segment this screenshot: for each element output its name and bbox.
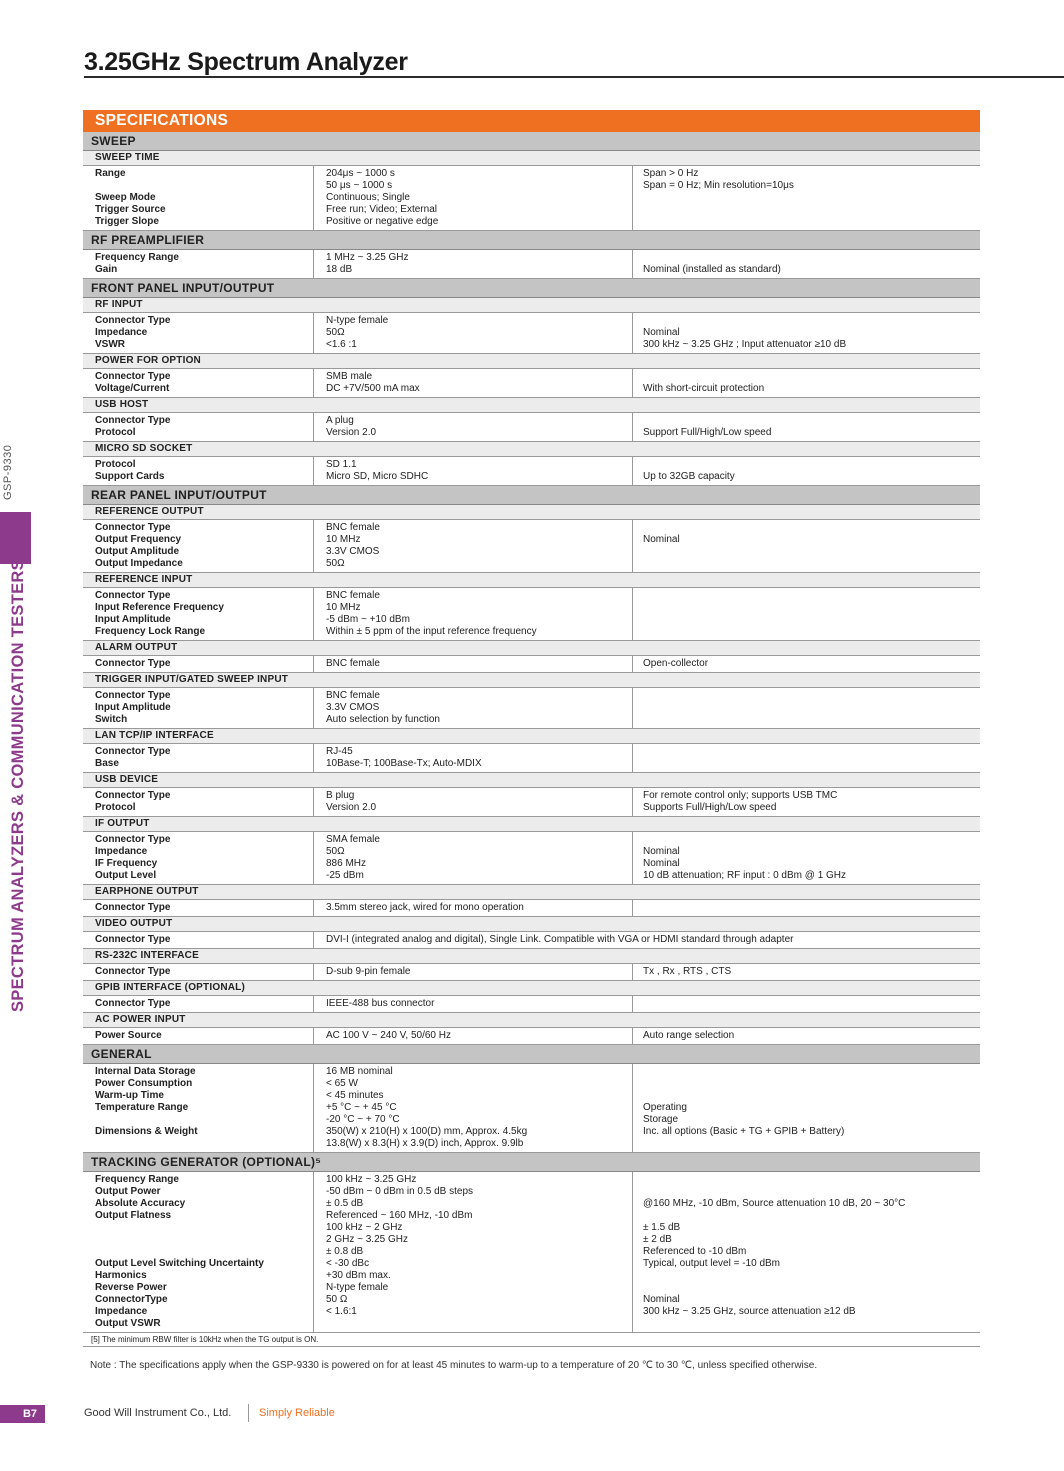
spec-remark bbox=[643, 252, 980, 264]
spec-remark bbox=[643, 415, 980, 427]
company-name: Good Will Instrument Co., Ltd. bbox=[84, 1407, 232, 1419]
spec-value-cell bbox=[313, 932, 980, 948]
spec-remark-cell bbox=[633, 900, 980, 916]
spec-parameter-cell bbox=[83, 964, 313, 980]
section-heading: FRONT PANEL INPUT/OUTPUT bbox=[83, 279, 980, 298]
spec-parameter: Reverse Power bbox=[95, 1282, 167, 1293]
spec-remark: Auto range selection bbox=[643, 1030, 735, 1041]
spec-remark-cell bbox=[633, 1172, 980, 1332]
spec-parameter: Connector Type bbox=[95, 790, 171, 801]
section-heading: RF PREAMPLIFIER bbox=[83, 231, 980, 250]
spec-remark bbox=[643, 204, 980, 216]
spec-row bbox=[83, 688, 980, 729]
spec-value: < -30 dBc bbox=[326, 1258, 370, 1269]
page-number: B7 bbox=[0, 1405, 45, 1423]
spec-value: SMB male bbox=[326, 371, 373, 382]
specifications-header: SPECIFICATIONS bbox=[83, 110, 980, 132]
subsection-heading: GPIB INTERFACE (OPTIONAL) bbox=[83, 981, 980, 996]
spec-value: -50 dBm ~ 0 dBm in 0.5 dB steps bbox=[326, 1186, 474, 1197]
spec-row bbox=[83, 457, 980, 486]
spec-parameter: Frequency Range bbox=[95, 1174, 179, 1185]
spec-value: -20 °C ~ + 70 °C bbox=[326, 1114, 400, 1125]
spec-row bbox=[83, 1064, 980, 1153]
spec-parameter: ConnectorType bbox=[95, 1294, 168, 1305]
spec-remark bbox=[643, 1138, 980, 1150]
spec-value: B plug bbox=[326, 790, 355, 801]
spec-parameter-cell bbox=[83, 900, 313, 916]
spec-parameter: Impedance bbox=[95, 846, 148, 857]
spec-parameter: Frequency Lock Range bbox=[95, 626, 206, 637]
spec-remark-cell bbox=[633, 166, 980, 230]
spec-remark-cell bbox=[633, 250, 980, 278]
section-heading: SWEEP bbox=[83, 132, 980, 151]
spec-value: AC 100 V ~ 240 V, 50/60 Hz bbox=[326, 1030, 451, 1041]
spec-remark bbox=[643, 1270, 980, 1282]
spec-parameter: Connector Type bbox=[95, 590, 171, 601]
spec-remark: 300 kHz ~ 3.25 GHz, source attenuation ≥12 dB bbox=[643, 1306, 856, 1317]
spec-value-cell bbox=[313, 900, 633, 916]
spec-remark: Nominal bbox=[643, 858, 680, 869]
spec-value-cell bbox=[313, 1064, 633, 1152]
spec-row bbox=[83, 656, 980, 673]
spec-value: SMA female bbox=[326, 834, 380, 845]
spec-remark-cell bbox=[633, 413, 980, 441]
section-heading: REAR PANEL INPUT/OUTPUT bbox=[83, 486, 980, 505]
spec-parameter: Temperature Range bbox=[95, 1102, 189, 1113]
spec-parameter: Frequency Range bbox=[95, 252, 179, 263]
spec-remark bbox=[643, 998, 980, 1010]
spec-parameter: Output Amplitude bbox=[95, 546, 180, 557]
spec-value: +5 °C ~ + 45 °C bbox=[326, 1102, 397, 1113]
spec-remark: Nominal (installed as standard) bbox=[643, 264, 781, 275]
spec-row bbox=[83, 369, 980, 398]
spec-remark: @160 MHz, -10 dBm, Source attenuation 10 dB, 20 ~ 30°C bbox=[643, 1198, 906, 1209]
spec-parameter: Output Frequency bbox=[95, 534, 182, 545]
spec-row bbox=[83, 588, 980, 641]
spec-parameter-cell bbox=[83, 250, 313, 278]
spec-remark bbox=[643, 714, 980, 726]
spec-parameter-cell bbox=[83, 457, 313, 485]
spec-remark bbox=[643, 758, 980, 770]
spec-parameter-cell bbox=[83, 996, 313, 1012]
side-model-label: GSP-9330 bbox=[2, 444, 14, 500]
spec-row bbox=[83, 996, 980, 1013]
spec-remark-cell bbox=[633, 996, 980, 1012]
spec-value-cell bbox=[313, 369, 633, 397]
spec-parameter-cell bbox=[83, 932, 313, 948]
spec-remark-cell bbox=[633, 369, 980, 397]
spec-parameter: Connector Type bbox=[95, 834, 171, 845]
spec-parameter: Input Reference Frequency bbox=[95, 602, 224, 613]
title-rule bbox=[84, 76, 1064, 78]
spec-remark bbox=[643, 702, 980, 714]
subsection-heading: IF OUTPUT bbox=[83, 817, 980, 832]
spec-value-cell bbox=[313, 1172, 633, 1332]
spec-row bbox=[83, 744, 980, 773]
spec-remark bbox=[643, 522, 980, 534]
spec-note: Note : The specifications apply when the GSP-9330 is powered on for at least 45 minutes to warm-up to a temperature of 20 ℃ to 30 ℃, unless specified otherwise. bbox=[90, 1360, 818, 1371]
spec-parameter-cell bbox=[83, 832, 313, 884]
spec-parameter: Sweep Mode bbox=[95, 192, 156, 203]
spec-remark bbox=[643, 216, 980, 228]
spec-parameter: Connector Type bbox=[95, 934, 171, 945]
spec-value: D-sub 9-pin female bbox=[326, 966, 411, 977]
spec-remark bbox=[643, 1282, 980, 1294]
spec-parameter: Support Cards bbox=[95, 471, 165, 482]
subsection-heading: REFERENCE INPUT bbox=[83, 573, 980, 588]
subsection-heading: SWEEP TIME bbox=[83, 151, 980, 166]
spec-remark-cell bbox=[633, 832, 980, 884]
spec-parameter-cell bbox=[83, 688, 313, 728]
spec-parameter bbox=[95, 1138, 313, 1150]
spec-remark: Nominal bbox=[643, 846, 680, 857]
spec-remark bbox=[643, 1186, 980, 1198]
spec-row bbox=[83, 250, 980, 279]
spec-remark: Nominal bbox=[643, 534, 680, 545]
spec-value: SD 1.1 bbox=[326, 459, 357, 470]
spec-parameter-cell bbox=[83, 656, 313, 672]
spec-value-cell bbox=[313, 520, 633, 572]
spec-remark: Operating bbox=[643, 1102, 687, 1113]
spec-parameter: Connector Type bbox=[95, 415, 171, 426]
spec-value-cell bbox=[313, 588, 633, 640]
spec-parameter: Switch bbox=[95, 714, 128, 725]
spec-value-cell bbox=[313, 413, 633, 441]
spec-value: 50 μs ~ 1000 s bbox=[326, 180, 393, 191]
spec-parameter: Output Level bbox=[95, 870, 157, 881]
spec-remark-cell bbox=[633, 744, 980, 772]
spec-value: 13.8(W) x 8.3(H) x 3.9(D) inch, Approx. 9.9lb bbox=[326, 1138, 524, 1149]
spec-row bbox=[83, 900, 980, 917]
spec-parameter: Connector Type bbox=[95, 966, 171, 977]
spec-value: 50Ω bbox=[326, 558, 345, 569]
spec-parameter bbox=[95, 1114, 313, 1126]
spec-value-cell bbox=[313, 832, 633, 884]
spec-value: 350(W) x 210(H) x 100(D) mm, Approx. 4.5kg bbox=[326, 1126, 528, 1137]
spec-parameter: Connector Type bbox=[95, 690, 171, 701]
spec-value: 10 MHz bbox=[326, 602, 361, 613]
spec-remark: Open-collector bbox=[643, 658, 709, 669]
spec-value: 100 kHz ~ 3.25 GHz bbox=[326, 1174, 417, 1185]
spec-value: 1 MHz ~ 3.25 GHz bbox=[326, 252, 409, 263]
spec-parameter: Internal Data Storage bbox=[95, 1066, 196, 1077]
spec-value-cell bbox=[313, 996, 633, 1012]
spec-remark bbox=[643, 192, 980, 204]
spec-remark-cell bbox=[633, 788, 980, 816]
spec-parameter-cell bbox=[83, 788, 313, 816]
spec-value: Positive or negative edge bbox=[326, 216, 439, 227]
spec-parameter-cell bbox=[83, 313, 313, 353]
spec-parameter: IF Frequency bbox=[95, 858, 158, 869]
spec-parameter: Trigger Slope bbox=[95, 216, 159, 227]
side-category-label: SPECTRUM ANALYZERS & COMMUNICATION TESTERS bbox=[9, 559, 27, 1012]
spec-remark bbox=[643, 902, 980, 914]
spec-parameter: Impedance bbox=[95, 327, 148, 338]
spec-parameter-cell bbox=[83, 369, 313, 397]
spec-value: < 65 W bbox=[326, 1078, 358, 1089]
spec-row bbox=[83, 932, 980, 949]
spec-remark: Supports Full/High/Low speed bbox=[643, 802, 777, 813]
page-title: 3.25GHz Spectrum Analyzer bbox=[84, 48, 408, 76]
spec-remark bbox=[643, 546, 980, 558]
spec-value-cell bbox=[313, 1028, 633, 1044]
spec-parameter: Base bbox=[95, 758, 119, 769]
spec-remark bbox=[643, 1078, 980, 1090]
spec-parameter-cell bbox=[83, 588, 313, 640]
subsection-heading: REFERENCE OUTPUT bbox=[83, 505, 980, 520]
spec-parameter: Connector Type bbox=[95, 658, 171, 669]
spec-remark bbox=[643, 1318, 980, 1330]
section-heading: TRACKING GENERATOR (OPTIONAL)⁵ bbox=[83, 1153, 980, 1172]
spec-remark bbox=[643, 602, 980, 614]
spec-parameter: Protocol bbox=[95, 459, 136, 470]
spec-parameter bbox=[95, 1234, 313, 1246]
subsection-heading: USB HOST bbox=[83, 398, 980, 413]
spec-value: 10 MHz bbox=[326, 534, 361, 545]
spec-parameter: Connector Type bbox=[95, 371, 171, 382]
spec-value-cell bbox=[313, 788, 633, 816]
spec-value: 50Ω bbox=[326, 327, 345, 338]
spec-value: BNC female bbox=[326, 590, 380, 601]
spec-remark-cell bbox=[633, 1028, 980, 1044]
spec-remark: 10 dB attenuation; RF input : 0 dBm @ 1 GHz bbox=[643, 870, 847, 881]
spec-remark: ± 1.5 dB bbox=[643, 1222, 681, 1233]
spec-value: DC +7V/500 mA max bbox=[326, 383, 420, 394]
spec-parameter: Dimensions & Weight bbox=[95, 1126, 198, 1137]
spec-value-cell bbox=[313, 964, 633, 980]
spec-parameter bbox=[95, 1246, 313, 1258]
spec-value: Auto selection by function bbox=[326, 714, 440, 725]
spec-parameter: Input Amplitude bbox=[95, 702, 171, 713]
spec-value: N-type female bbox=[326, 315, 389, 326]
spec-value: 204μs ~ 1000 s bbox=[326, 168, 395, 179]
spec-remark bbox=[643, 459, 980, 471]
table-footnote: [5] The minimum RBW filter is 10kHz when the TG output is ON. bbox=[83, 1333, 980, 1347]
spec-value: Free run; Video; External bbox=[326, 204, 437, 215]
spec-parameter: Output VSWR bbox=[95, 1318, 161, 1329]
spec-parameter: Impedance bbox=[95, 1306, 148, 1317]
spec-parameter-cell bbox=[83, 166, 313, 230]
spec-remark-cell bbox=[633, 1064, 980, 1152]
spec-parameter bbox=[95, 180, 313, 192]
spec-remark: Nominal bbox=[643, 1294, 680, 1305]
spec-remark-cell bbox=[633, 313, 980, 353]
subsection-heading: TRIGGER INPUT/GATED SWEEP INPUT bbox=[83, 673, 980, 688]
spec-value bbox=[326, 1318, 632, 1330]
spec-parameter: Connector Type bbox=[95, 522, 171, 533]
spec-remark bbox=[643, 371, 980, 383]
side-color-band bbox=[0, 512, 31, 564]
spec-value: 16 MB nominal bbox=[326, 1066, 393, 1077]
spec-parameter: Power Source bbox=[95, 1030, 162, 1041]
spec-value: BNC female bbox=[326, 690, 380, 701]
spec-remark: Nominal bbox=[643, 327, 680, 338]
spec-value: 50Ω bbox=[326, 846, 345, 857]
spec-value: +30 dBm max. bbox=[326, 1270, 391, 1281]
spec-row bbox=[83, 1028, 980, 1045]
spec-remark bbox=[643, 315, 980, 327]
spec-remark: Storage bbox=[643, 1114, 679, 1125]
spec-remark bbox=[643, 834, 980, 846]
spec-remark: Typical, output level = -10 dBm bbox=[643, 1258, 781, 1269]
spec-remark: ± 2 dB bbox=[643, 1234, 672, 1245]
spec-value: A plug bbox=[326, 415, 354, 426]
spec-remark: With short-circuit protection bbox=[643, 383, 765, 394]
spec-value: Continuous; Single bbox=[326, 192, 410, 203]
spec-remark-cell bbox=[633, 588, 980, 640]
spec-value: 3.3V CMOS bbox=[326, 702, 380, 713]
spec-remark-cell bbox=[633, 964, 980, 980]
spec-parameter-cell bbox=[83, 1028, 313, 1044]
spec-value-cell bbox=[313, 313, 633, 353]
spec-remark bbox=[643, 626, 980, 638]
spec-remark-cell bbox=[633, 688, 980, 728]
spec-parameter: Input Amplitude bbox=[95, 614, 171, 625]
spec-remark-cell bbox=[633, 457, 980, 485]
spec-parameter: Connector Type bbox=[95, 998, 171, 1009]
spec-value: 100 kHz ~ 2 GHz bbox=[326, 1222, 403, 1233]
spec-value: < 1.6:1 bbox=[326, 1306, 357, 1317]
spec-parameter: VSWR bbox=[95, 339, 125, 350]
spec-parameter: Connector Type bbox=[95, 315, 171, 326]
spec-parameter: Power Consumption bbox=[95, 1078, 193, 1089]
spec-remark bbox=[643, 1066, 980, 1078]
spec-remark bbox=[643, 614, 980, 626]
subsection-heading: RF INPUT bbox=[83, 298, 980, 313]
spec-parameter: Connector Type bbox=[95, 746, 171, 757]
footer-separator bbox=[248, 1404, 249, 1422]
spec-value-cell bbox=[313, 656, 633, 672]
spec-value: 3.5mm stereo jack, wired for mono operation bbox=[326, 902, 524, 913]
spec-parameter: Output Flatness bbox=[95, 1210, 172, 1221]
spec-parameter: Output Level Switching Uncertainty bbox=[95, 1258, 264, 1269]
subsection-heading: EARPHONE OUTPUT bbox=[83, 885, 980, 900]
spec-remark bbox=[643, 690, 980, 702]
spec-parameter-cell bbox=[83, 1172, 313, 1332]
spec-value: -5 dBm ~ +10 dBm bbox=[326, 614, 410, 625]
spec-remark bbox=[643, 1174, 980, 1186]
subsection-heading: ALARM OUTPUT bbox=[83, 641, 980, 656]
spec-parameter: Harmonics bbox=[95, 1270, 147, 1281]
spec-row bbox=[83, 832, 980, 885]
spec-remark: 300 kHz ~ 3.25 GHz ; Input attenuator ≥10 dB bbox=[643, 339, 847, 350]
spec-value-cell bbox=[313, 457, 633, 485]
spec-parameter: Connector Type bbox=[95, 902, 171, 913]
subsection-heading: MICRO SD SOCKET bbox=[83, 442, 980, 457]
spec-value: BNC female bbox=[326, 658, 380, 669]
spec-remark: Span = 0 Hz; Min resolution=10μs bbox=[643, 180, 794, 191]
spec-row bbox=[83, 520, 980, 573]
spec-value: Within ± 5 ppm of the input reference frequency bbox=[326, 626, 537, 637]
spec-parameter: Range bbox=[95, 168, 126, 179]
spec-row bbox=[83, 1172, 980, 1333]
subsection-heading: AC POWER INPUT bbox=[83, 1013, 980, 1028]
spec-parameter: Protocol bbox=[95, 802, 136, 813]
spec-value-cell bbox=[313, 166, 633, 230]
spec-value: 10Base-T; 100Base-Tx; Auto-MDIX bbox=[326, 758, 482, 769]
spec-value: Version 2.0 bbox=[326, 802, 377, 813]
subsection-heading: POWER FOR OPTION bbox=[83, 354, 980, 369]
spec-remark: Referenced to -10 dBm bbox=[643, 1246, 747, 1257]
spec-remark bbox=[643, 1090, 980, 1102]
spec-value: ± 0.8 dB bbox=[326, 1246, 364, 1257]
spec-value: DVI-I (integrated analog and digital), Single Link. Compatible with VGA or HDMI standard through adapter bbox=[326, 934, 794, 945]
spec-remark: Support Full/High/Low speed bbox=[643, 427, 772, 438]
spec-value: 18 dB bbox=[326, 264, 353, 275]
spec-value: Referenced ~ 160 MHz, -10 dBm bbox=[326, 1210, 473, 1221]
spec-remark bbox=[643, 1210, 980, 1222]
spec-value: -25 dBm bbox=[326, 870, 364, 881]
spec-remark: Span > 0 Hz bbox=[643, 168, 699, 179]
spec-parameter-cell bbox=[83, 744, 313, 772]
spec-row bbox=[83, 788, 980, 817]
subsection-heading: USB DEVICE bbox=[83, 773, 980, 788]
spec-value: IEEE-488 bus connector bbox=[326, 998, 435, 1009]
spec-value: 2 GHz ~ 3.25 GHz bbox=[326, 1234, 408, 1245]
company-slogan: Simply Reliable bbox=[259, 1407, 335, 1419]
spec-parameter: Warm-up Time bbox=[95, 1090, 164, 1101]
spec-remark bbox=[643, 746, 980, 758]
spec-parameter: Output Power bbox=[95, 1186, 161, 1197]
spec-parameter: Output Impedance bbox=[95, 558, 183, 569]
subsection-heading: VIDEO OUTPUT bbox=[83, 917, 980, 932]
spec-remark: Inc. all options (Basic + TG + GPIB + Battery) bbox=[643, 1126, 845, 1137]
spec-value-cell bbox=[313, 744, 633, 772]
spec-value: < 45 minutes bbox=[326, 1090, 384, 1101]
spec-remark-cell bbox=[633, 520, 980, 572]
spec-parameter: Gain bbox=[95, 264, 118, 275]
spec-row bbox=[83, 166, 980, 231]
spec-value: <1.6 :1 bbox=[326, 339, 357, 350]
spec-parameter bbox=[95, 1222, 313, 1234]
spec-parameter: Absolute Accuracy bbox=[95, 1198, 186, 1209]
section-heading: GENERAL bbox=[83, 1045, 980, 1064]
spec-remark bbox=[643, 558, 980, 570]
spec-row bbox=[83, 313, 980, 354]
spec-remark: Tx , Rx , RTS , CTS bbox=[643, 966, 732, 977]
spec-value: BNC female bbox=[326, 522, 380, 533]
spec-remark: For remote control only; supports USB TMC bbox=[643, 790, 838, 801]
spec-value: 886 MHz bbox=[326, 858, 367, 869]
spec-parameter-cell bbox=[83, 1064, 313, 1152]
subsection-heading: LAN TCP/IP INTERFACE bbox=[83, 729, 980, 744]
spec-parameter: Trigger Source bbox=[95, 204, 166, 215]
spec-parameter-cell bbox=[83, 413, 313, 441]
subsection-heading: RS-232C INTERFACE bbox=[83, 949, 980, 964]
specifications-table bbox=[83, 110, 980, 1347]
spec-remark: Up to 32GB capacity bbox=[643, 471, 735, 482]
spec-value: RJ-45 bbox=[326, 746, 353, 757]
spec-value: 3.3V CMOS bbox=[326, 546, 380, 557]
spec-value: Micro SD, Micro SDHC bbox=[326, 471, 429, 482]
specifications-body bbox=[83, 132, 980, 1347]
spec-row bbox=[83, 964, 980, 981]
spec-value: ± 0.5 dB bbox=[326, 1198, 364, 1209]
spec-remark bbox=[643, 590, 980, 602]
spec-remark-cell bbox=[633, 656, 980, 672]
spec-value: N-type female bbox=[326, 1282, 389, 1293]
spec-parameter-cell bbox=[83, 520, 313, 572]
spec-row bbox=[83, 413, 980, 442]
spec-value: 50 Ω bbox=[326, 1294, 348, 1305]
spec-value-cell bbox=[313, 250, 633, 278]
spec-parameter: Protocol bbox=[95, 427, 136, 438]
spec-value-cell bbox=[313, 688, 633, 728]
spec-value: Version 2.0 bbox=[326, 427, 377, 438]
spec-parameter: Voltage/Current bbox=[95, 383, 170, 394]
